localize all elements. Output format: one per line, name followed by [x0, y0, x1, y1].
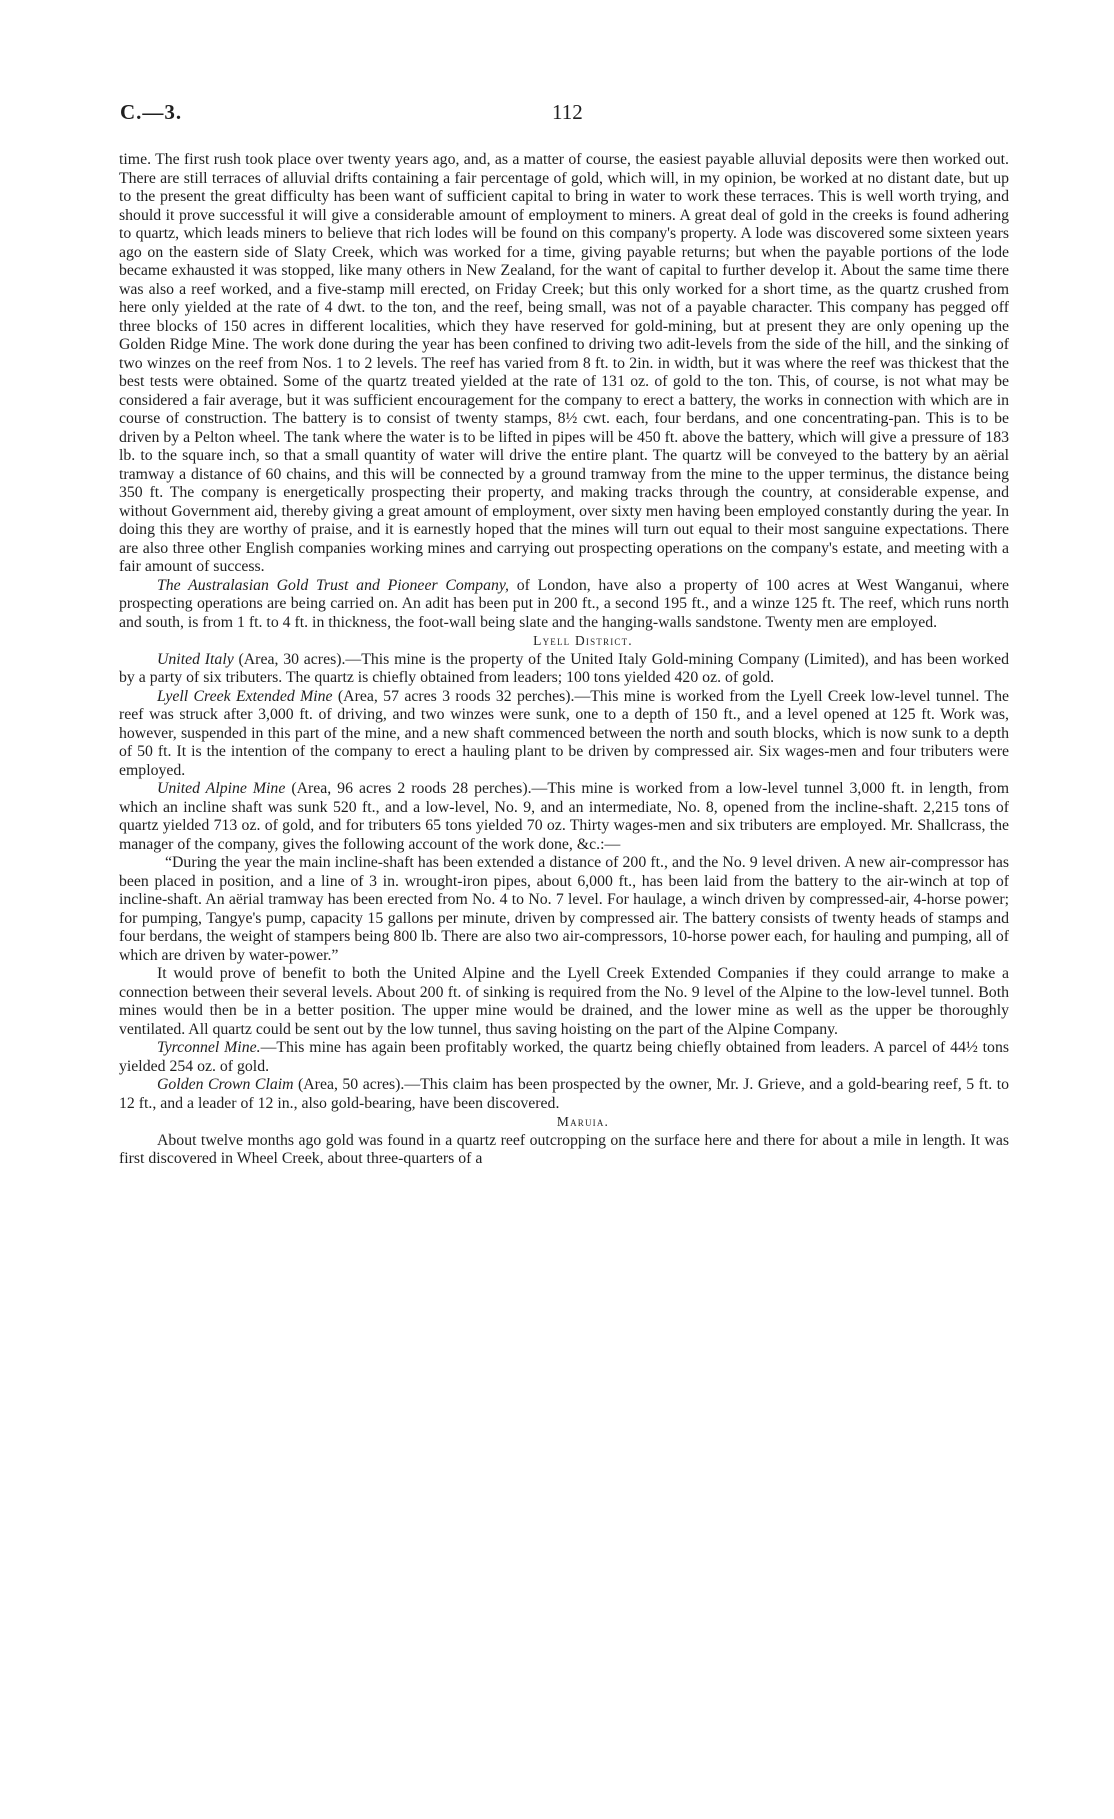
paragraph: time. The first rush took place over twenty years ago, and, as a matter of course, the easiest payable alluvial deposits were then worked out. There are still terraces of alluvial drifts containing a fair percentage of gold, which will, in my opinion, be worked at no distant date, but up to the present the great difficulty has been want of sufficient capital to bring in water to work these terraces. This is well worth trying, and should it prove successful it will give a considerable amount of employment to miners. A great deal of gold in the creeks is found adhering to quartz, which leads miners to believe that rich lodes will be found on this company's property. A lode was discovered some sixteen years ago on the eastern side of Slaty Creek, which was worked for a time, giving payable returns; but when the payable portions of the lode became exhausted it was stopped, like many others in New Zealand, for the want of capital to further develop it. About the same time there was also a reef worked, and a five-stamp mill erected, on Friday Creek; but this only worked for a short time, as the quartz crushed from here only yielded at the rate of 4 dwt. to the ton, and the reef, being small, was not of a payable character. This company has pegged off three blocks of 150 acres in different localities, which they have reserved for gold-mining, but at present they are only opening up the Golden Ridge Mine. The work done during the year has been confined to driving two adit-levels from the side of the hill, and the sinking of two winzes on the reef from Nos. 1 to 2 levels. The reef has varied from 8 ft. to 2in. in width, but it was where the reef was thickest that the best tests were obtained. Some of the quartz treated yielded at the rate of 131 oz. of gold to the ton. This, of course, is not what may be considered a fair average, but it was sufficient encouragement for the company to erect a battery, the works in connection with which are in course of construction. The battery is to consist of twenty stamps, 8½ cwt. each, four berdans, and one concentrating-pan. This is to be driven by a Pelton wheel. The tank where the water is to be lifted in pipes will be 450 ft. above the battery, which will give a pressure of 183 lb. to the square inch, so that a small quantity of water will drive the entire plant. The quartz will be conveyed to the battery by an aërial tramway a distance of 60 chains, and this will be connected by a ground tramway from the mine to the upper terminus, the distance being 350 ft. The company is energetically prospecting their property, and making tracks through the country, at considerable expense, and without Government aid, thereby giving a great amount of employment, over sixty men having been employed constantly during the year. In doing this they are worthy of praise, and it is earnestly hoped that the mines will turn out equal to their most sanguine expectations. There are also three other English companies working mines and carrying out prospecting operations on the company's estate, and meeting with a fair amount of success. [119, 151, 1009, 575]
paragraph: United Alpine Mine (Area, 96 acres 2 roods 28 perches).—This mine is worked from a low-level tunnel 3,000 ft. in length, from which an incline shaft was sunk 520 ft., and a low-level, No. 9, and an intermediate, No. 8, opened from the incline-shaft. 2,215 tons of quartz yielded 713 oz. of gold, and for tributers 65 tons yielded 70 oz. Thirty wages-men and six tributers are employed. Mr. Shallcrass, the manager of the company, gives the following account of the work done, &c.:— [119, 780, 1009, 853]
company-name: The Australasian Gold Trust and Pioneer Company, [157, 576, 509, 594]
quoted-paragraph: “During the year the main incline-shaft has been extended a distance of 200 ft., and the No. 9 level driven. A new air-compressor has been placed in position, and a line of 3 in. wrought-iron pipes, about 6,000 ft., has been laid from the battery to the air-winch at top of incline-shaft. An aërial tramway has been erected from No. 4 to No. 7 level. For haulage, a winch driven by compressed-air, 4-horse power; for pumping, Tangye's pump, capacity 15 gallons per minute, driven by compressed air. The battery consists of twenty heads of stamps and four berdans, the weight of stampers being 800 lb. There are also two air-compressors, 10-horse power each, for hauling and pumping, all of which are driven by water-power.” [119, 854, 1009, 964]
section-heading: Lyell District. [533, 633, 633, 648]
claim-name: Golden Crown Claim [157, 1076, 294, 1093]
paragraph: United Italy (Area, 30 acres).—This mine is the property of the United Italy Gold-mining Company (Limited), and has been worked by a party of six tributers. The quartz is chiefly obtained from leaders; 100 tons yielded 420 oz. of gold. [119, 650, 1009, 686]
mine-name: Tyrconnel Mine. [157, 1039, 261, 1056]
body-text [119, 151, 1009, 1169]
page-header [120, 100, 1000, 130]
section-heading: Maruia. [556, 1114, 610, 1129]
page-number: 112 [552, 100, 583, 124]
paragraph: Lyell Creek Extended Mine (Area, 57 acres 3 roods 32 perches).—This mine is worked from the Lyell Creek low-level tunnel. The reef was struck after 3,000 ft. of driving, and two winzes were sunk, one to a depth of 150 ft., and a level opened at 125 ft. Work was, however, suspended in this part of the mine, and a new shaft commenced between the north and south blocks, which is now sunk to a depth of 50 ft. It is the intention of the company to erect a hauling plant to be driven by compressed air. Six wages-men and four tributers were employed. [119, 687, 1009, 779]
paragraph: About twelve months ago gold was found in a quartz reef outcropping on the surface here and there for about a mile in length. It was first discovered in Wheel Creek, about three-quarters of a [119, 1131, 1009, 1167]
mine-name: United Italy [157, 650, 234, 668]
paragraph: Golden Crown Claim (Area, 50 acres).—This claim has been prospected by the owner, Mr. J. Grieve, and a gold-bearing reef, 5 ft. to 12 ft., and a leader of 12 in., also gold-bearing, have been discovered. [119, 1076, 1009, 1112]
paragraph: It would prove of benefit to both the United Alpine and the Lyell Creek Extended Companies if they could arrange to make a connection between their several levels. About 200 ft. of sinking is required from the No. 9 level of the Alpine to the low-level tunnel. Both mines would then be in a better position. The upper mine would be drained, and the lower mine as well as the upper be thoroughly ventilated. All quartz could be sent out by the low tunnel, thus saving hoisting on the part of the Alpine Company. [119, 965, 1009, 1038]
document-reference: C.—3. [120, 100, 183, 124]
mine-name: United Alpine Mine [157, 780, 286, 797]
paragraph: Tyrconnel Mine.—This mine has again been profitably worked, the quartz being chiefly obtained from leaders. A parcel of 44½ tons yielded 254 oz. of gold. [119, 1039, 1010, 1075]
mine-name: Lyell Creek Extended Mine [157, 687, 333, 705]
paragraph: The Australasian Gold Trust and Pioneer Company, of London, have also a property of 100 acres at West Wanganui, where prospecting operations are being carried on. An adit has been put in 200 ft., a second 195 ft., and a winze 125 ft. The reef, which runs north and south, is from 1 ft. to 4 ft. in thickness, the foot-wall being slate and the hanging-walls sandstone. Twenty men are employed. [119, 576, 1010, 631]
